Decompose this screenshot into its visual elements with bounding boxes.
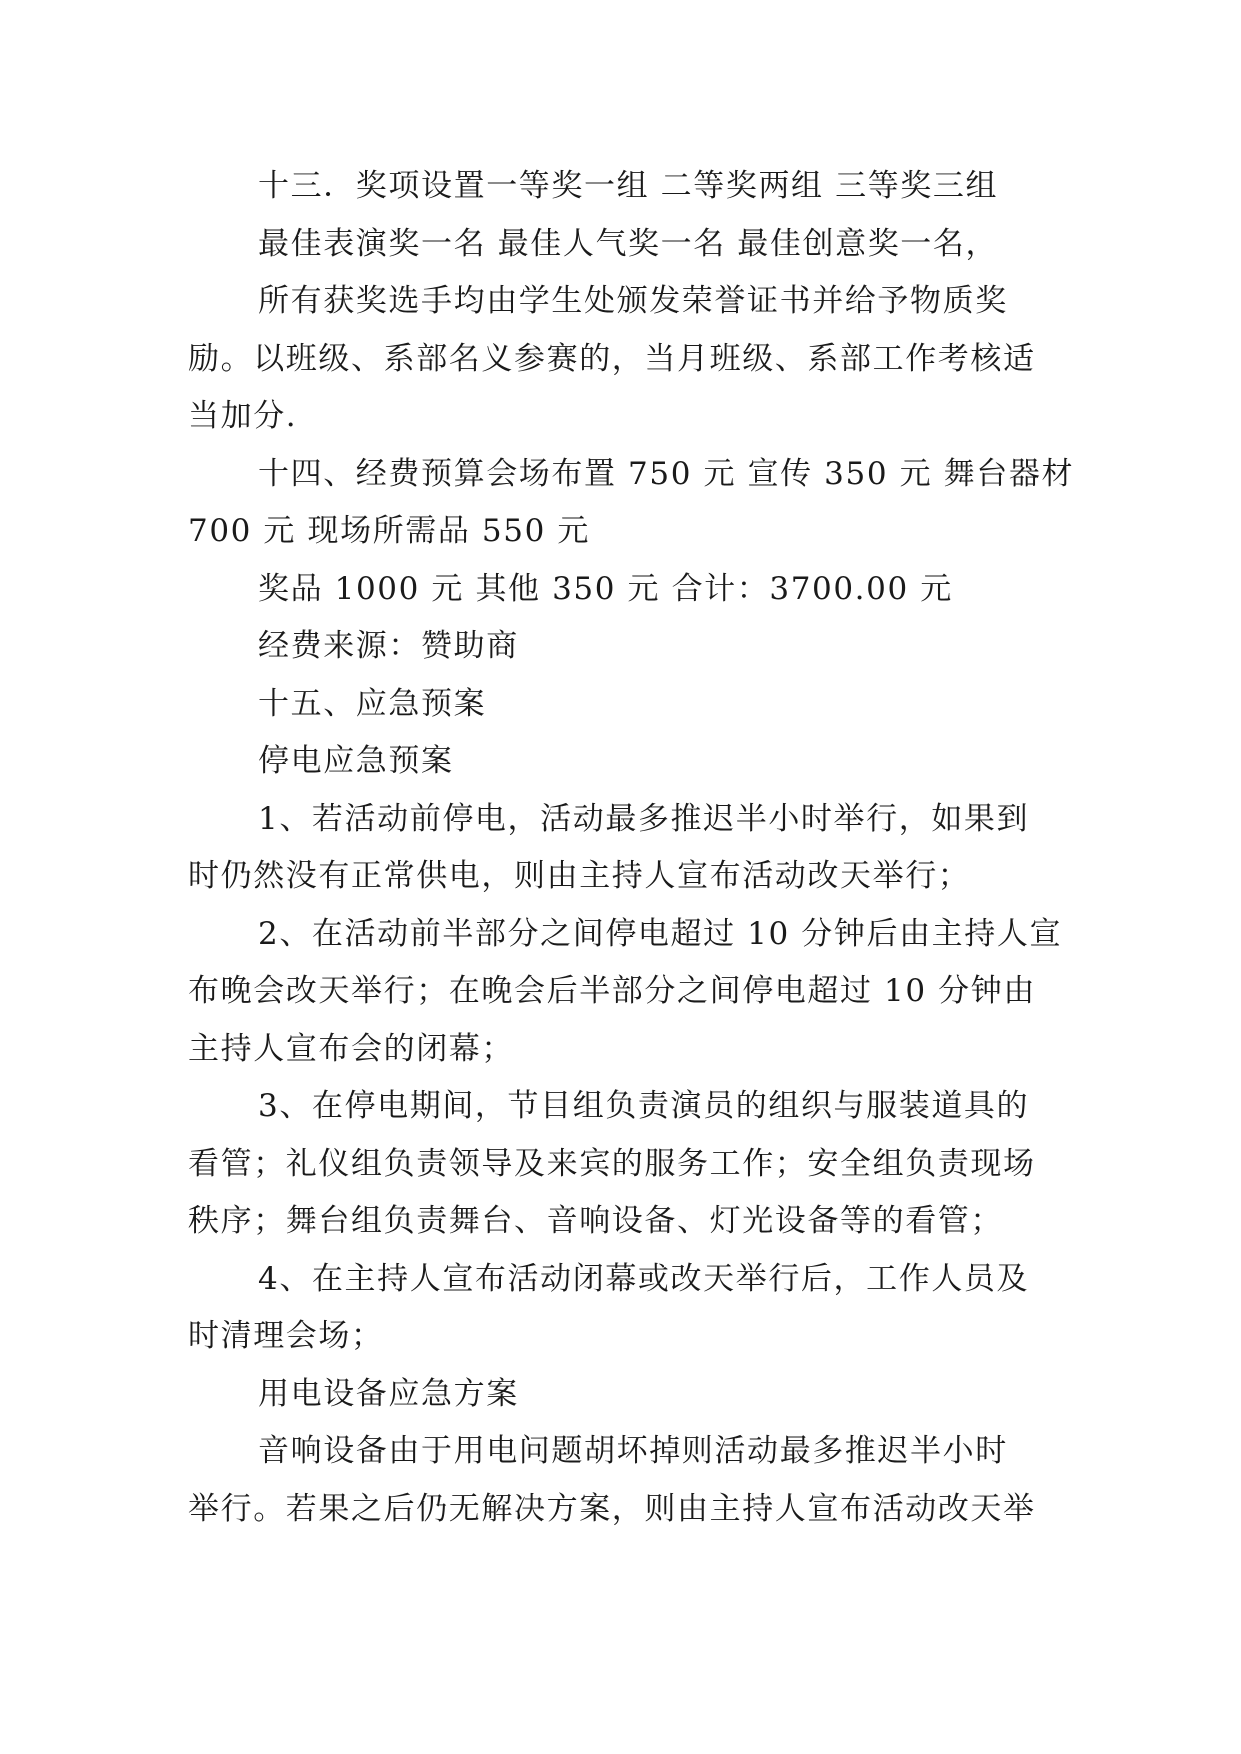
funding-source-line: 经费来源：赞助商	[258, 628, 519, 664]
award-settings-line: 十三．奖项设置一等奖一组 二等奖两组 三等奖三组	[258, 168, 999, 204]
paragraph-line: 3、在停电期间，节目组负责演员的组织与服装道具的	[258, 1088, 1030, 1124]
paragraph-line: 4、在主持人宣布活动闭幕或改天举行后，工作人员及	[258, 1261, 1030, 1297]
paragraph-line: 主持人宣布会的闭幕；	[188, 1031, 514, 1067]
paragraph-line: 励。以班级、系部名义参赛的，当月班级、系部工作考核适	[188, 341, 1036, 377]
paragraph-line: 所有获奖选手均由学生处颁发荣誉证书并给予物质奖	[258, 283, 1008, 319]
budget-line: 700 元 现场所需品 550 元	[188, 513, 590, 549]
paragraph-line: 时清理会场；	[188, 1318, 384, 1354]
paragraph-line: 音响设备由于用电问题胡坏掉则活动最多推迟半小时	[258, 1433, 1008, 1469]
power-outage-heading: 停电应急预案	[258, 743, 454, 779]
paragraph-line: 时仍然没有正常供电，则由主持人宣布活动改天举行；	[188, 858, 971, 894]
paragraph-line: 秩序；舞台组负责舞台、音响设备、灯光设备等的看管；	[188, 1203, 1003, 1239]
budget-heading-line: 十四、经费预算会场布置 750 元 宣传 350 元 舞台器材	[258, 456, 1075, 492]
paragraph-line: 举行。若果之后仍无解决方案，则由主持人宣布活动改天举	[188, 1491, 1036, 1527]
paragraph-line: 看管；礼仪组负责领导及来宾的服务工作；安全组负责现场	[188, 1146, 1036, 1182]
paragraph-line: 当加分.	[188, 398, 298, 434]
paragraph-line: 1、若活动前停电，活动最多推迟半小时举行，如果到	[258, 801, 1030, 837]
best-awards-line: 最佳表演奖一名 最佳人气奖一名 最佳创意奖一名，	[258, 226, 999, 262]
contingency-heading: 十五、应急预案	[258, 686, 487, 722]
equipment-heading: 用电设备应急方案	[258, 1376, 519, 1412]
paragraph-line: 布晚会改天举行；在晚会后半部分之间停电超过 10 分钟由	[188, 973, 1036, 1009]
paragraph-line: 2、在活动前半部分之间停电超过 10 分钟后由主持人宣	[258, 916, 1063, 952]
budget-total-line: 奖品 1000 元 其他 350 元 合计：3700.00 元	[258, 571, 953, 607]
